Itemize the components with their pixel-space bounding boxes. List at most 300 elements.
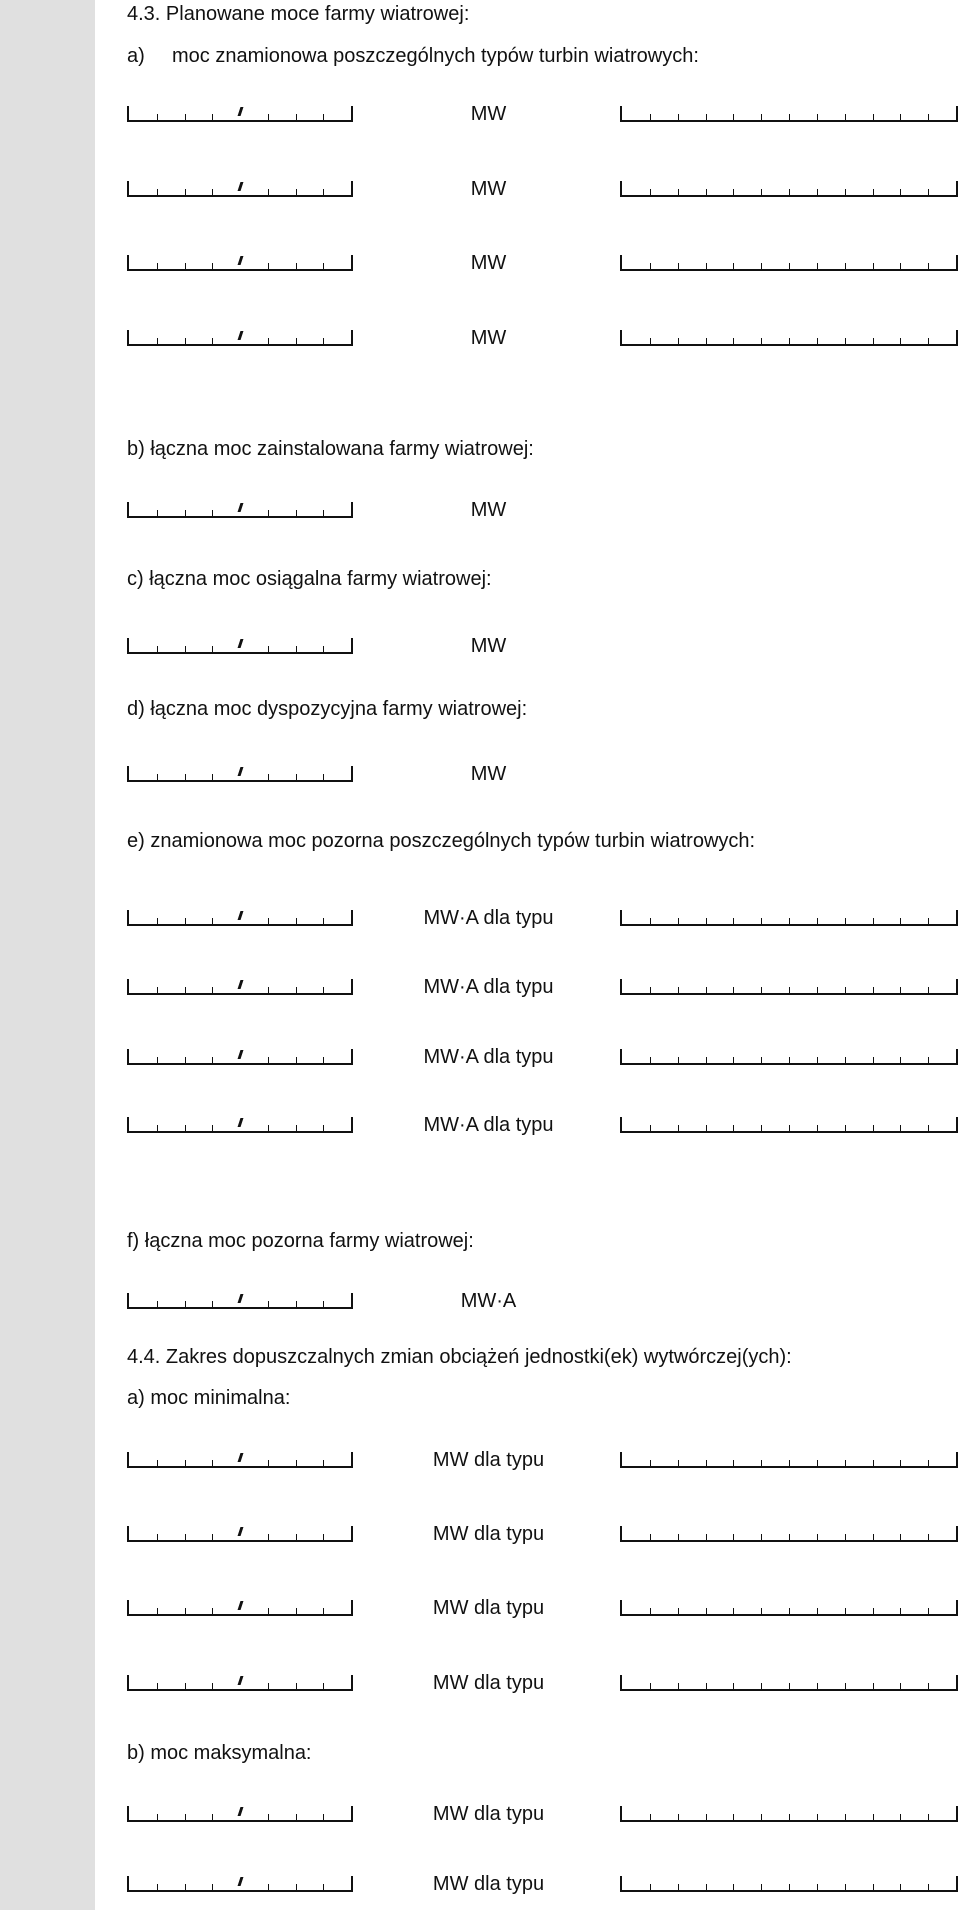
unit-label: MW dla typu <box>432 1873 545 1895</box>
digit-separator-tick <box>212 918 213 924</box>
digit-separator-tick <box>733 1884 734 1890</box>
section-4-4-title: 4.4. Zakres dopuszczalnych zmian obciążeń jednostki(ek) wytwórczej(ych): <box>127 1346 792 1368</box>
turbine-type-boxes[interactable] <box>620 1806 958 1822</box>
digit-separator-tick <box>185 1301 186 1307</box>
digit-separator-tick <box>789 1608 790 1614</box>
digit-separator-tick <box>268 918 269 924</box>
value-and-type-row <box>0 249 960 279</box>
digit-separator-tick <box>900 1814 901 1820</box>
digit-separator-tick <box>733 918 734 924</box>
section-4-3-c-label: c) łączna moc osiągalna farmy wiatrowej: <box>127 568 492 590</box>
digit-separator-tick <box>900 1683 901 1689</box>
digit-separator-tick <box>845 1534 846 1540</box>
digit-separator-tick <box>296 1460 297 1466</box>
digit-separator-tick <box>845 1125 846 1131</box>
unit-label: MW dla typu <box>432 1523 545 1545</box>
digit-separator-tick <box>678 263 679 269</box>
digit-separator-tick <box>817 338 818 344</box>
digit-separator-tick <box>212 1534 213 1540</box>
section-4-3-title: 4.3. Planowane moce farmy wiatrowej: <box>127 3 470 25</box>
digit-separator-tick <box>706 918 707 924</box>
turbine-type-boxes[interactable] <box>620 979 958 995</box>
value-and-type-row <box>0 904 960 934</box>
digit-separator-tick <box>157 774 158 780</box>
decimal-comma-mark <box>238 1453 244 1462</box>
digit-separator-tick <box>845 338 846 344</box>
unit-label: MW <box>470 178 507 200</box>
unit-label: MW·A dla typu <box>423 907 554 929</box>
section-4-3-a-label: a) <box>127 45 145 67</box>
digit-separator-tick <box>650 338 651 344</box>
digit-separator-tick <box>761 1814 762 1820</box>
digit-separator-tick <box>789 987 790 993</box>
decimal-comma-mark <box>238 1118 244 1127</box>
digit-separator-tick <box>268 1534 269 1540</box>
digit-separator-tick <box>928 1460 929 1466</box>
value-and-type-row <box>0 1446 960 1476</box>
value-row <box>0 1287 960 1317</box>
digit-separator-tick <box>268 1884 269 1890</box>
digit-separator-tick <box>268 189 269 195</box>
digit-separator-tick <box>900 1125 901 1131</box>
digit-separator-tick <box>817 987 818 993</box>
digit-separator-tick <box>873 1608 874 1614</box>
digit-separator-tick <box>157 918 158 924</box>
digit-separator-tick <box>268 1460 269 1466</box>
unit-label: MW <box>470 327 507 349</box>
value-and-type-row <box>0 1669 960 1699</box>
digit-separator-tick <box>212 1608 213 1614</box>
digit-separator-tick <box>706 1683 707 1689</box>
digit-separator-tick <box>733 1683 734 1689</box>
digit-separator-tick <box>185 1125 186 1131</box>
digit-separator-tick <box>268 774 269 780</box>
digit-separator-tick <box>678 1884 679 1890</box>
turbine-type-boxes[interactable] <box>620 255 958 271</box>
digit-separator-tick <box>157 510 158 516</box>
digit-separator-tick <box>761 1125 762 1131</box>
digit-separator-tick <box>845 1683 846 1689</box>
unit-label: MW·A dla typu <box>423 1046 554 1068</box>
decimal-comma-mark <box>238 107 244 116</box>
turbine-type-boxes[interactable] <box>620 106 958 122</box>
digit-separator-tick <box>296 510 297 516</box>
digit-separator-tick <box>900 189 901 195</box>
digit-separator-tick <box>157 1608 158 1614</box>
digit-separator-tick <box>789 1057 790 1063</box>
digit-separator-tick <box>185 774 186 780</box>
digit-separator-tick <box>157 1460 158 1466</box>
digit-separator-tick <box>928 1125 929 1131</box>
digit-separator-tick <box>706 1460 707 1466</box>
digit-separator-tick <box>706 1534 707 1540</box>
digit-separator-tick <box>900 1534 901 1540</box>
value-and-type-row <box>0 1043 960 1073</box>
digit-separator-tick <box>296 114 297 120</box>
digit-separator-tick <box>817 189 818 195</box>
digit-separator-tick <box>296 1534 297 1540</box>
digit-separator-tick <box>650 1608 651 1614</box>
digit-separator-tick <box>212 1814 213 1820</box>
unit-label: MW <box>470 103 507 125</box>
digit-separator-tick <box>157 189 158 195</box>
digit-separator-tick <box>817 263 818 269</box>
section-4-4-a-label: a) moc minimalna: <box>127 1387 291 1409</box>
digit-separator-tick <box>928 1534 929 1540</box>
turbine-type-boxes[interactable] <box>620 1049 958 1065</box>
digit-separator-tick <box>212 646 213 652</box>
section-4-3-d-label: d) łączna moc dyspozycyjna farmy wiatrowej: <box>127 698 528 720</box>
digit-separator-tick <box>212 774 213 780</box>
digit-separator-tick <box>928 338 929 344</box>
digit-separator-tick <box>678 189 679 195</box>
digit-separator-tick <box>706 263 707 269</box>
digit-separator-tick <box>900 338 901 344</box>
digit-separator-tick <box>268 1814 269 1820</box>
digit-separator-tick <box>185 1884 186 1890</box>
digit-separator-tick <box>296 1814 297 1820</box>
digit-separator-tick <box>268 1608 269 1614</box>
decimal-comma-mark <box>238 1527 244 1536</box>
digit-separator-tick <box>185 114 186 120</box>
digit-separator-tick <box>761 1683 762 1689</box>
digit-separator-tick <box>733 1814 734 1820</box>
digit-separator-tick <box>157 114 158 120</box>
section-4-3-f-label: f) łączna moc pozorna farmy wiatrowej: <box>127 1230 474 1252</box>
decimal-comma-mark <box>238 503 244 512</box>
digit-separator-tick <box>873 918 874 924</box>
digit-separator-tick <box>761 1608 762 1614</box>
section-4-4-b-label: b) moc maksymalna: <box>127 1742 312 1764</box>
digit-separator-tick <box>789 1125 790 1131</box>
digit-separator-tick <box>761 189 762 195</box>
value-and-type-row <box>0 100 960 130</box>
digit-separator-tick <box>678 1814 679 1820</box>
digit-separator-tick <box>706 1125 707 1131</box>
digit-separator-tick <box>706 338 707 344</box>
digit-separator-tick <box>761 918 762 924</box>
digit-separator-tick <box>928 1057 929 1063</box>
digit-separator-tick <box>706 189 707 195</box>
digit-separator-tick <box>678 1683 679 1689</box>
digit-separator-tick <box>268 114 269 120</box>
digit-separator-tick <box>817 1057 818 1063</box>
decimal-comma-mark <box>238 639 244 648</box>
digit-separator-tick <box>268 510 269 516</box>
unit-label: MW dla typu <box>432 1597 545 1619</box>
digit-separator-tick <box>650 1884 651 1890</box>
digit-separator-tick <box>185 510 186 516</box>
digit-separator-tick <box>706 1057 707 1063</box>
digit-separator-tick <box>296 774 297 780</box>
decimal-comma-mark <box>238 1807 244 1816</box>
decimal-comma-mark <box>238 1294 244 1303</box>
digit-separator-tick <box>789 918 790 924</box>
decimal-comma-mark <box>238 331 244 340</box>
decimal-comma-mark <box>238 1601 244 1610</box>
digit-separator-tick <box>650 263 651 269</box>
turbine-type-boxes[interactable] <box>620 910 958 926</box>
digit-separator-tick <box>185 1057 186 1063</box>
digit-separator-tick <box>212 189 213 195</box>
digit-separator-tick <box>817 918 818 924</box>
digit-separator-tick <box>296 1683 297 1689</box>
digit-separator-tick <box>873 114 874 120</box>
digit-separator-tick <box>817 1683 818 1689</box>
digit-separator-tick <box>185 1683 186 1689</box>
digit-separator-tick <box>817 1814 818 1820</box>
digit-separator-tick <box>296 918 297 924</box>
decimal-comma-mark <box>238 1877 244 1886</box>
digit-separator-tick <box>761 987 762 993</box>
digit-separator-tick <box>678 1534 679 1540</box>
section-4-3-b-label: b) łączna moc zainstalowana farmy wiatrowej: <box>127 438 534 460</box>
digit-separator-tick <box>733 1608 734 1614</box>
digit-separator-tick <box>873 1683 874 1689</box>
digit-separator-tick <box>873 263 874 269</box>
digit-separator-tick <box>212 987 213 993</box>
digit-separator-tick <box>900 1057 901 1063</box>
digit-separator-tick <box>650 1460 651 1466</box>
value-and-type-row <box>0 175 960 205</box>
unit-label: MW·A dla typu <box>423 976 554 998</box>
digit-separator-tick <box>650 1057 651 1063</box>
digit-separator-tick <box>157 1884 158 1890</box>
digit-separator-tick <box>789 189 790 195</box>
digit-separator-tick <box>678 1460 679 1466</box>
digit-separator-tick <box>733 1057 734 1063</box>
digit-separator-tick <box>873 1534 874 1540</box>
digit-separator-tick <box>185 987 186 993</box>
unit-label: MW dla typu <box>432 1803 545 1825</box>
digit-separator-tick <box>157 263 158 269</box>
digit-separator-tick <box>212 1057 213 1063</box>
digit-separator-tick <box>789 263 790 269</box>
digit-separator-tick <box>873 1884 874 1890</box>
digit-separator-tick <box>789 1884 790 1890</box>
digit-separator-tick <box>678 1057 679 1063</box>
digit-separator-tick <box>928 189 929 195</box>
digit-separator-tick <box>212 1683 213 1689</box>
decimal-comma-mark <box>238 182 244 191</box>
section-4-3-a-text: moc znamionowa poszczególnych typów turbin wiatrowych: <box>172 45 699 67</box>
section-4-3-e-label: e) znamionowa moc pozorna poszczególnych typów turbin wiatrowych: <box>127 830 756 852</box>
digit-separator-tick <box>706 987 707 993</box>
digit-separator-tick <box>845 918 846 924</box>
digit-separator-tick <box>706 1814 707 1820</box>
turbine-type-boxes[interactable] <box>620 1675 958 1691</box>
value-and-type-row <box>0 1111 960 1141</box>
digit-separator-tick <box>268 646 269 652</box>
unit-label: MW·A dla typu <box>423 1114 554 1136</box>
digit-separator-tick <box>789 1460 790 1466</box>
digit-separator-tick <box>845 1608 846 1614</box>
turbine-type-boxes[interactable] <box>620 1452 958 1468</box>
digit-separator-tick <box>789 1814 790 1820</box>
digit-separator-tick <box>845 189 846 195</box>
digit-separator-tick <box>873 1460 874 1466</box>
digit-separator-tick <box>733 1125 734 1131</box>
digit-separator-tick <box>157 1814 158 1820</box>
digit-separator-tick <box>650 1534 651 1540</box>
digit-separator-tick <box>212 1125 213 1131</box>
digit-separator-tick <box>873 338 874 344</box>
digit-separator-tick <box>268 987 269 993</box>
digit-separator-tick <box>733 114 734 120</box>
digit-separator-tick <box>761 114 762 120</box>
digit-separator-tick <box>928 918 929 924</box>
unit-label: MW dla typu <box>432 1672 545 1694</box>
decimal-comma-mark <box>238 980 244 989</box>
digit-separator-tick <box>157 1683 158 1689</box>
unit-label: MW <box>470 635 507 657</box>
turbine-type-boxes[interactable] <box>620 1526 958 1542</box>
unit-label: MW <box>470 499 507 521</box>
digit-separator-tick <box>296 646 297 652</box>
unit-label: MW <box>470 763 507 785</box>
digit-separator-tick <box>268 338 269 344</box>
value-and-type-row <box>0 324 960 354</box>
digit-separator-tick <box>212 114 213 120</box>
digit-separator-tick <box>678 918 679 924</box>
digit-separator-tick <box>706 114 707 120</box>
digit-separator-tick <box>185 263 186 269</box>
digit-separator-tick <box>817 114 818 120</box>
digit-separator-tick <box>900 1608 901 1614</box>
digit-separator-tick <box>761 1534 762 1540</box>
digit-separator-tick <box>650 1125 651 1131</box>
digit-separator-tick <box>650 1814 651 1820</box>
digit-separator-tick <box>845 263 846 269</box>
digit-separator-tick <box>185 1534 186 1540</box>
unit-label: MW dla typu <box>432 1449 545 1471</box>
digit-separator-tick <box>789 114 790 120</box>
digit-separator-tick <box>268 1057 269 1063</box>
digit-separator-tick <box>706 1608 707 1614</box>
digit-separator-tick <box>928 1683 929 1689</box>
digit-separator-tick <box>678 1608 679 1614</box>
digit-separator-tick <box>817 1534 818 1540</box>
decimal-comma-mark <box>238 911 244 920</box>
digit-separator-tick <box>268 1683 269 1689</box>
digit-separator-tick <box>268 263 269 269</box>
decimal-comma-mark <box>238 1050 244 1059</box>
digit-separator-tick <box>845 1814 846 1820</box>
digit-separator-tick <box>212 263 213 269</box>
digit-separator-tick <box>873 1125 874 1131</box>
digit-separator-tick <box>185 646 186 652</box>
digit-separator-tick <box>157 1534 158 1540</box>
digit-separator-tick <box>900 1460 901 1466</box>
digit-separator-tick <box>789 1683 790 1689</box>
value-and-type-row <box>0 1870 960 1900</box>
turbine-type-boxes[interactable] <box>620 1117 958 1133</box>
digit-separator-tick <box>817 1884 818 1890</box>
digit-separator-tick <box>817 1460 818 1466</box>
digit-separator-tick <box>296 1884 297 1890</box>
digit-separator-tick <box>157 646 158 652</box>
digit-separator-tick <box>928 1884 929 1890</box>
digit-separator-tick <box>706 1884 707 1890</box>
digit-separator-tick <box>845 1057 846 1063</box>
digit-separator-tick <box>185 1608 186 1614</box>
digit-separator-tick <box>185 1460 186 1466</box>
digit-separator-tick <box>678 338 679 344</box>
unit-label: MW·A <box>460 1290 517 1312</box>
digit-separator-tick <box>733 263 734 269</box>
decimal-comma-mark <box>238 256 244 265</box>
digit-separator-tick <box>928 1814 929 1820</box>
value-and-type-row <box>0 1594 960 1624</box>
digit-separator-tick <box>296 1125 297 1131</box>
digit-separator-tick <box>733 189 734 195</box>
digit-separator-tick <box>761 1057 762 1063</box>
value-row <box>0 496 960 526</box>
digit-separator-tick <box>296 987 297 993</box>
digit-separator-tick <box>873 1814 874 1820</box>
digit-separator-tick <box>185 189 186 195</box>
digit-separator-tick <box>873 987 874 993</box>
digit-separator-tick <box>733 987 734 993</box>
digit-separator-tick <box>873 189 874 195</box>
digit-separator-tick <box>296 1608 297 1614</box>
value-row <box>0 760 960 790</box>
digit-separator-tick <box>900 918 901 924</box>
digit-separator-tick <box>817 1125 818 1131</box>
digit-separator-tick <box>212 510 213 516</box>
digit-separator-tick <box>733 1460 734 1466</box>
digit-separator-tick <box>650 114 651 120</box>
digit-separator-tick <box>761 1460 762 1466</box>
digit-separator-tick <box>157 987 158 993</box>
digit-separator-tick <box>650 189 651 195</box>
digit-separator-tick <box>157 1057 158 1063</box>
digit-separator-tick <box>212 1884 213 1890</box>
digit-separator-tick <box>268 1301 269 1307</box>
digit-separator-tick <box>845 1884 846 1890</box>
decimal-comma-mark <box>238 767 244 776</box>
digit-separator-tick <box>928 987 929 993</box>
digit-separator-tick <box>900 1884 901 1890</box>
digit-separator-tick <box>900 987 901 993</box>
turbine-type-boxes[interactable] <box>620 181 958 197</box>
value-and-type-row <box>0 1800 960 1830</box>
digit-separator-tick <box>928 114 929 120</box>
digit-separator-tick <box>789 1534 790 1540</box>
digit-separator-tick <box>733 338 734 344</box>
digit-separator-tick <box>296 263 297 269</box>
value-and-type-row <box>0 1520 960 1550</box>
digit-separator-tick <box>873 1057 874 1063</box>
digit-separator-tick <box>789 338 790 344</box>
digit-separator-tick <box>296 338 297 344</box>
digit-separator-tick <box>157 1125 158 1131</box>
value-and-type-row <box>0 973 960 1003</box>
turbine-type-boxes[interactable] <box>620 1600 958 1616</box>
turbine-type-boxes[interactable] <box>620 1876 958 1892</box>
digit-separator-tick <box>650 918 651 924</box>
digit-separator-tick <box>678 114 679 120</box>
digit-separator-tick <box>733 1534 734 1540</box>
digit-separator-tick <box>817 1608 818 1614</box>
digit-separator-tick <box>185 338 186 344</box>
digit-separator-tick <box>185 918 186 924</box>
digit-separator-tick <box>212 338 213 344</box>
digit-separator-tick <box>900 114 901 120</box>
decimal-comma-mark <box>238 1676 244 1685</box>
digit-separator-tick <box>678 987 679 993</box>
turbine-type-boxes[interactable] <box>620 330 958 346</box>
